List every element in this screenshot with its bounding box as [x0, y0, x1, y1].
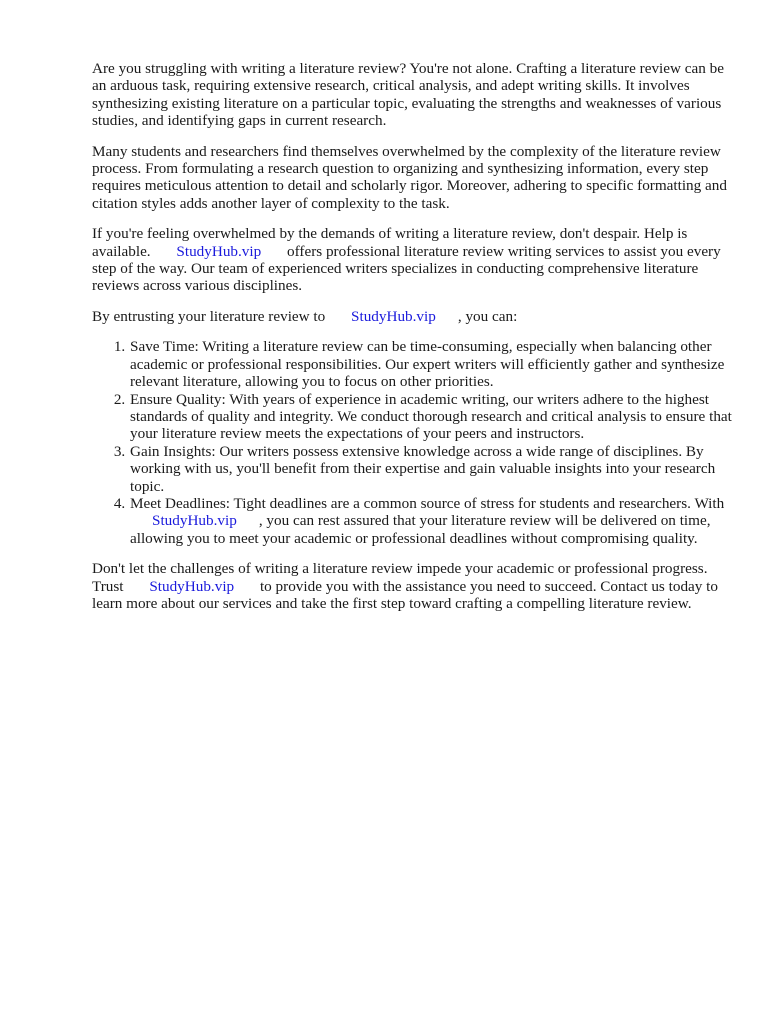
benefit-gain-insights — [129, 443, 732, 495]
closing-text-before: Don't let the challenges of writing a literature review impede your academic or professional progress. Trust — [92, 560, 708, 595]
entrust-text-after: , you can: — [457, 307, 518, 325]
benefit-text-before: Meet Deadlines: Tight deadlines are a common source of stress for students and researchers. With — [130, 494, 725, 512]
entrust-text-before: By entrusting your literature review to — [92, 307, 326, 325]
help-text-before: If you're feeling overwhelmed by the demands of writing a literature review, don't despair. Help is available. — [92, 225, 688, 260]
intro-paragraph: Are you struggling with writing a literature review? You're not alone. Crafting a literature review can be an arduous task, requiring extensive research, critical analysis, and adept writing skills. It involves synthesizing existing literature on a particular topic, evaluating the strengths and weaknesses of various studies, and identifying gaps in current research. — [92, 60, 724, 130]
benefit-save-time — [129, 338, 732, 390]
benefits-list — [92, 338, 732, 547]
benefit-text-after: , you can rest assured that your literature review will be delivered on time, allowing you to meet your academic or professional deadlines without compromising quality. — [130, 512, 711, 547]
help-paragraph — [92, 225, 732, 295]
complexity-paragraph: Many students and researchers find themselves overwhelmed by the complexity of the literature review process. From formulating a research question to organizing and synthesizing information, every step requires meticulous attention to detail and scholarly rigor. Moreover, adhering to specific formatting and citation styles adds another layer of complexity to the task. — [92, 142, 727, 212]
help-text-after: offers professional literature review writing services to assist you every step of the way. Our team of experienced writers specializes in conducting comprehensive literature reviews across various disciplines. — [92, 242, 721, 295]
document-page — [92, 60, 732, 625]
entrust-paragraph — [92, 308, 732, 325]
closing-paragraph — [92, 560, 732, 612]
closing-text-after: to provide you with the assistance you need to succeed. Contact us today to learn more about our services and take the first step toward crafting a compelling literature review. — [92, 577, 718, 612]
studyhub-link-3[interactable]: StudyHub.vip — [152, 512, 237, 530]
benefit-text: Save Time: Writing a literature review can be time-consuming, especially when balancing other academic or professional responsibilities. Our expert writers will efficiently gather and synthesize relevant literature, allowing you to focus on other priorities. — [130, 338, 725, 391]
benefit-text: Ensure Quality: With years of experience in academic writing, our writers adhere to the highest standards of quality and integrity. We conduct thorough research and critical analysis to ensure that your literature review meets the expectations of your peers and instructors. — [130, 390, 732, 443]
studyhub-link-4[interactable]: StudyHub.vip — [149, 577, 235, 595]
studyhub-link-1[interactable]: StudyHub.vip — [176, 242, 262, 260]
benefit-meet-deadlines — [129, 495, 732, 547]
benefit-ensure-quality — [129, 391, 732, 443]
studyhub-link-2[interactable]: StudyHub.vip — [351, 307, 436, 325]
benefit-text: Gain Insights: Our writers possess extensive knowledge across a wide range of disciplines. By working with us, you'll benefit from their expertise and gain valuable insights into your research topic. — [130, 442, 716, 495]
